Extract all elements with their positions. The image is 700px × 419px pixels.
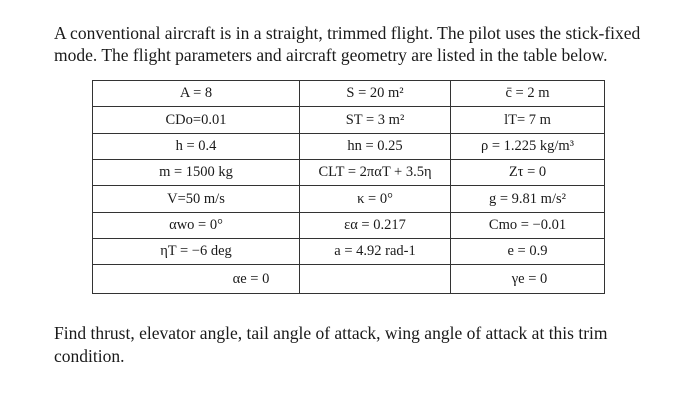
problem-intro: A conventional aircraft is in a straight, trimmed flight. The pilot uses the stick-fixed mode. The flight parameters and aircraft geometry are listed in the table below. — [54, 23, 641, 65]
table-cell: ST = 3 m² — [300, 107, 451, 133]
table-cell: a = 4.92 rad-1 — [300, 239, 451, 265]
table-row — [93, 186, 605, 212]
table-cell: αe = 0 — [93, 265, 300, 294]
table-cell: ρ = 1.225 kg/m³ — [451, 133, 605, 159]
table-cell: CLT = 2παT + 3.5η — [300, 160, 451, 186]
table-cell: m = 1500 kg — [93, 160, 300, 186]
table-row — [93, 81, 605, 107]
table-cell: Zτ = 0 — [451, 160, 605, 186]
table-cell: ηT = −6 deg — [93, 239, 300, 265]
table-cell: εα = 0.217 — [300, 212, 451, 238]
table-cell: e = 0.9 — [451, 239, 605, 265]
table-row — [93, 133, 605, 159]
table-cell: Cmo = −0.01 — [451, 212, 605, 238]
table-cell: h = 0.4 — [93, 133, 300, 159]
table-cell: αwo = 0° — [93, 212, 300, 238]
table-cell: CDo=0.01 — [93, 107, 300, 133]
table-cell: hn = 0.25 — [300, 133, 451, 159]
table-row — [93, 160, 605, 186]
table-cell: lT= 7 m — [451, 107, 605, 133]
table-cell: S = 20 m² — [300, 81, 451, 107]
table-cell — [300, 265, 451, 294]
table-cell: g = 9.81 m/s² — [451, 186, 605, 212]
table-cell: A = 8 — [93, 81, 300, 107]
parameters-table — [92, 80, 605, 294]
problem-question: Find thrust, elevator angle, tail angle of attack, wing angle of attack at this trim condition. — [54, 323, 608, 366]
table-cell: γe = 0 — [451, 265, 605, 294]
table-row — [93, 239, 605, 265]
table-cell: κ = 0° — [300, 186, 451, 212]
table-row — [93, 212, 605, 238]
table-cell: c̄ = 2 m — [451, 81, 605, 107]
table-row — [93, 107, 605, 133]
table-cell: V=50 m/s — [93, 186, 300, 212]
table-row — [93, 265, 605, 294]
